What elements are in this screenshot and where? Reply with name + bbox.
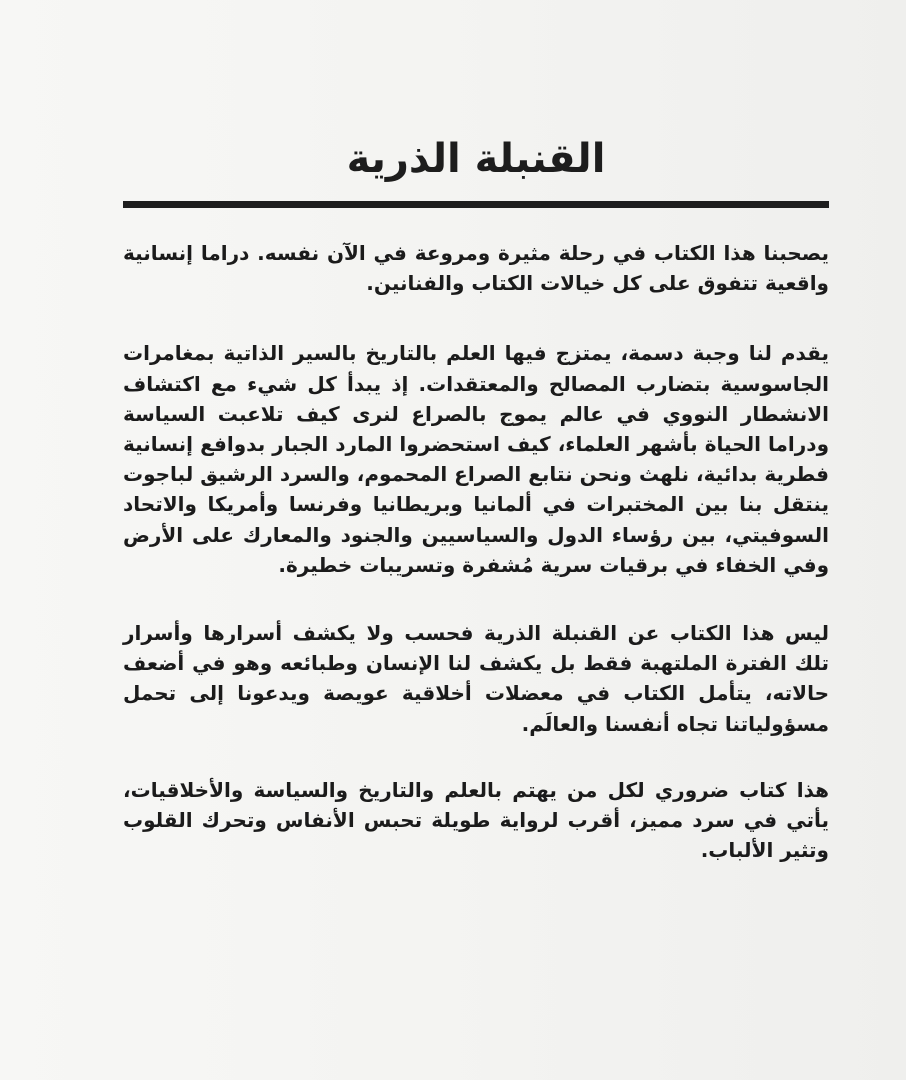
- blurb-paragraph: يقدم لنا وجبة دسمة، يمتزج فيها العلم بالتاريخ بالسير الذاتية بمغامرات الجاسوسية بتضارب المصالح والمعتقدات. إذ يبدأ كل شيء مع اكتشاف الانشطار النووي في عالم يموج بالصراع لنرى كيف تلاعبت السياسة ودراما الحياة بأشهر العلماء، كيف استحضروا المارد الجبار بدوافع إنسانية فطرية بدائية، نلهث ونحن نتابع الصراع المحموم، والسرد الرشيق لباجوت ينتقل بنا بين المختبرات في ألمانيا وبريطانيا وفرنسا وأمريكا والاتحاد السوفيتي، بين رؤساء الدول والسياسيين والجنود والمعارك على الأرض وفي الخفاء في برقيات سرية مُشفرة وتسريبات خطيرة.: [123, 341, 829, 577]
- blurb-paragraph: ليس هذا الكتاب عن القنبلة الذرية فحسب ولا يكشف أسرارها وأسرار تلك الفترة الملتهبة فقط بل يكشف لنا الإنسان وطبائعه وهو في أضعف حالاته، يتأمل الكتاب في معضلات أخلاقية عويصة ويدعونا إلى تحمل مسؤولياتنا تجاه أنفسنا والعالَم.: [123, 621, 829, 736]
- title-divider: [123, 201, 829, 208]
- blurb-paragraph: هذا كتاب ضروري لكل من يهتم بالعلم والتاريخ والسياسة والأخلاقيات، يأتي في سرد مميز، أقرب لرواية طويلة تحبس الأنفاس وتحرك القلوب وتثير الألباب.: [123, 777, 829, 863]
- book-title: القنبلة الذرية: [346, 136, 606, 182]
- blurb-paragraph: يصحبنا هذا الكتاب في رحلة مثيرة ومروعة في الآن نفسه. دراما إنسانية واقعية تتفوق على كل خيالات الكتاب والفنانين.: [123, 241, 829, 296]
- blurb-text: [123, 238, 829, 896]
